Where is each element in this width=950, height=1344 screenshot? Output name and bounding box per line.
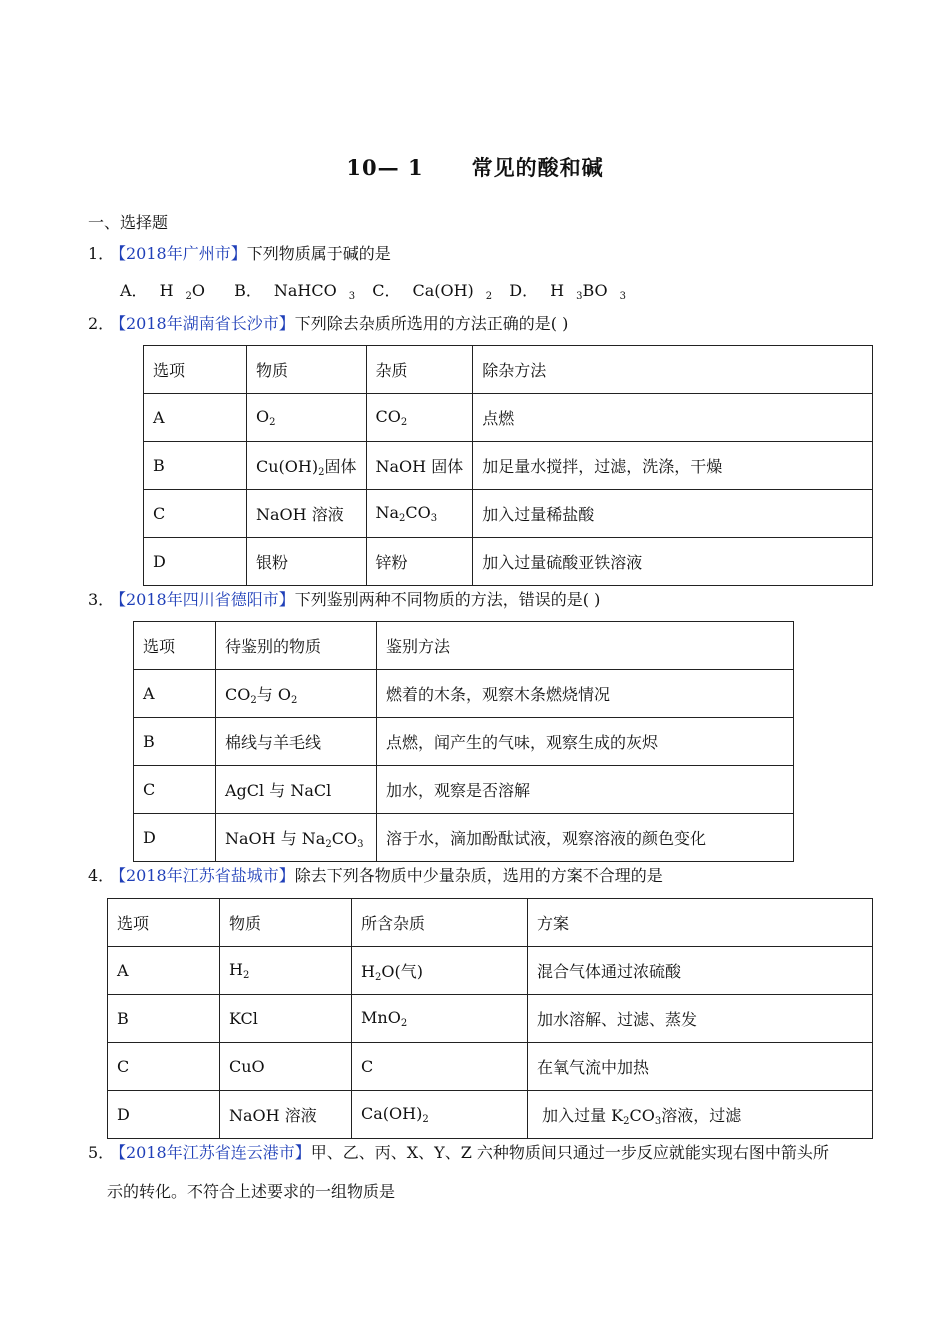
table-row: B 棉线与羊毛线 点燃，闻产生的气味，观察生成的灰烬 bbox=[134, 718, 794, 766]
question-text: 下列物质属于碱的是 bbox=[246, 244, 391, 263]
table-row: C AgCl 与 NaCl 加水，观察是否溶解 bbox=[134, 766, 794, 814]
question-number: 1． bbox=[88, 244, 115, 263]
table-header-row: 选项 物质 所含杂质 方案 bbox=[108, 899, 873, 947]
question-5 bbox=[88, 1141, 829, 1165]
section-heading: 一、选择题 bbox=[88, 213, 169, 232]
page-title bbox=[0, 152, 950, 182]
table-header-row: 选项 待鉴别的物质 鉴别方法 bbox=[134, 622, 794, 670]
question-text: 下列鉴别两种不同物质的方法，错误的是( ) bbox=[294, 590, 601, 609]
table-row: A $H_2$ $H_2O$(气) 混合气体通过浓硫酸 bbox=[108, 947, 873, 995]
question-source: 【2018年四川省德阳市】 bbox=[110, 590, 295, 609]
question-source: 【2018年广州市】 bbox=[110, 244, 247, 263]
option-d: D． H $_3$BO $_3$ bbox=[509, 281, 626, 302]
table-row: D NaOH 与 $Na_2CO_3$ 溶于水，滴加酚酞试液，观察溶液的颜色变化 bbox=[134, 814, 794, 862]
question-number: 3． bbox=[88, 590, 115, 609]
question-source: 【2018年江苏省连云港市】 bbox=[110, 1143, 311, 1162]
table-row: B KCl MnO$_2$ 加水溶解、过滤、蒸发 bbox=[108, 995, 873, 1043]
table-row: C CuO C 在氧气流中加热 bbox=[108, 1043, 873, 1091]
question-5-continuation: 示的转化。不符合上述要求的一组物质是 bbox=[107, 1182, 396, 1201]
table-row: C NaOH 溶液 $Na_2CO_3$ 加入过量稀盐酸 bbox=[144, 490, 873, 538]
question-text: 甲、乙、丙、X、Y、Z 六种物质间只通过一步反应就能实现右图中箭头所 bbox=[310, 1143, 829, 1162]
question-number: 5． bbox=[88, 1143, 115, 1162]
question-2 bbox=[88, 312, 568, 336]
question-4-table bbox=[107, 898, 873, 1139]
question-3 bbox=[88, 588, 600, 612]
table-row: D NaOH 溶液 $Ca(OH)_2$ 加入过量 $K_2CO_3$溶液，过滤 bbox=[108, 1091, 873, 1139]
option-a: A． H $_2$O bbox=[120, 281, 206, 302]
question-1 bbox=[88, 242, 391, 266]
question-text: 除去下列各物质中少量杂质，选用的方案不合理的是 bbox=[294, 866, 663, 885]
question-4 bbox=[88, 864, 663, 888]
question-source: 【2018年江苏省盐城市】 bbox=[110, 866, 295, 885]
question-number: 4． bbox=[88, 866, 115, 885]
option-c: C． Ca(OH) $_2$ bbox=[372, 281, 493, 302]
table-row: D 银粉 锌粉 加入过量硫酸亚铁溶液 bbox=[144, 538, 873, 586]
table-header-row: 选项 物质 杂质 除杂方法 bbox=[144, 346, 873, 394]
chapter-number: 10— 1 bbox=[346, 155, 424, 180]
table-row: B $Cu(OH)_2$固体 NaOH 固体 加足量水搅拌，过滤，洗涤，干燥 bbox=[144, 442, 873, 490]
question-2-table bbox=[143, 345, 873, 586]
option-b: B． NaHCO $_3$ bbox=[234, 281, 356, 302]
question-3-table bbox=[133, 621, 794, 862]
chapter-title: 常见的酸和碱 bbox=[471, 155, 604, 180]
question-number: 2． bbox=[88, 314, 115, 333]
question-1-options bbox=[120, 278, 638, 302]
question-text: 下列除去杂质所选用的方法正确的是( ) bbox=[294, 314, 569, 333]
table-row: A $CO_2$与 $O_2$ 燃着的木条，观察木条燃烧情况 bbox=[134, 670, 794, 718]
table-row: A $O_2$ $CO_2$ 点燃 bbox=[144, 394, 873, 442]
question-source: 【2018年湖南省长沙市】 bbox=[110, 314, 295, 333]
